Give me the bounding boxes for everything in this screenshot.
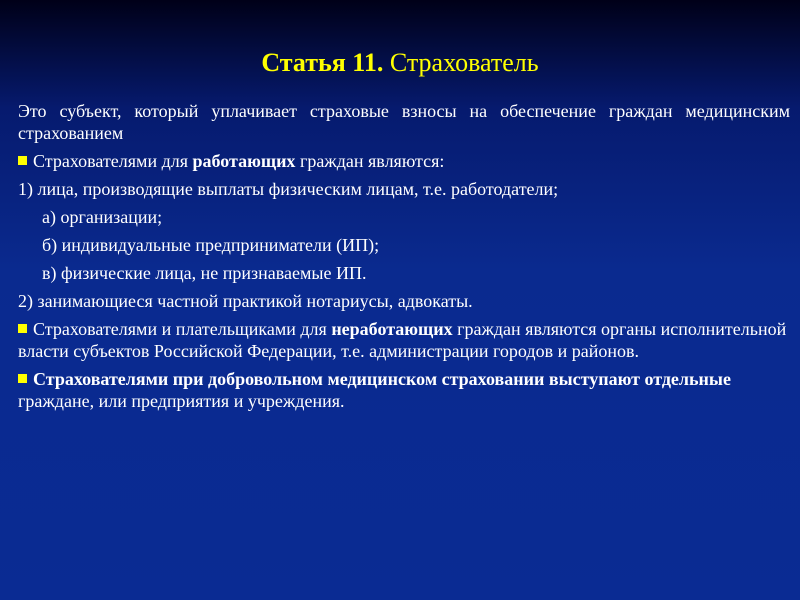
- non-working-citizens-paragraph: Страхователями и плательщиками для неработающих граждан являются органы исполнительной власти субъектов Российской Федерации, т.е. администрации городов и районов.: [18, 319, 787, 361]
- title-article-number: Статья 11.: [261, 48, 384, 77]
- list-subitem-c: в) физические лица, не признаваемые ИП.: [42, 263, 367, 283]
- slide-body: [18, 100, 790, 418]
- list-subitem-b: б) индивидуальные предприниматели (ИП);: [42, 235, 380, 255]
- voluntary-insurance-paragraph: Страхователями при добровольном медицинском страховании выступают отдельные граждане, или предприятия и учреждения.: [18, 369, 731, 411]
- bullet-icon: [18, 156, 27, 165]
- list-item-2: 2) занимающиеся частной практикой нотариусы, адвокаты.: [18, 291, 473, 311]
- working-citizens-paragraph: Страхователями для работающих граждан являются:: [18, 150, 790, 172]
- title-text: Страхователь: [389, 48, 539, 77]
- bullet-icon: [18, 324, 27, 333]
- definition-paragraph: Это субъект, который уплачивает страховые взносы на обеспечение граждан медицинским страхованием: [18, 101, 790, 143]
- slide-title: [0, 48, 800, 78]
- list-subitem-a: а) организации;: [42, 207, 163, 227]
- list-item-1: 1) лица, производящие выплаты физическим лицам, т.е. работодатели;: [18, 179, 559, 199]
- bullet-icon: [18, 374, 27, 383]
